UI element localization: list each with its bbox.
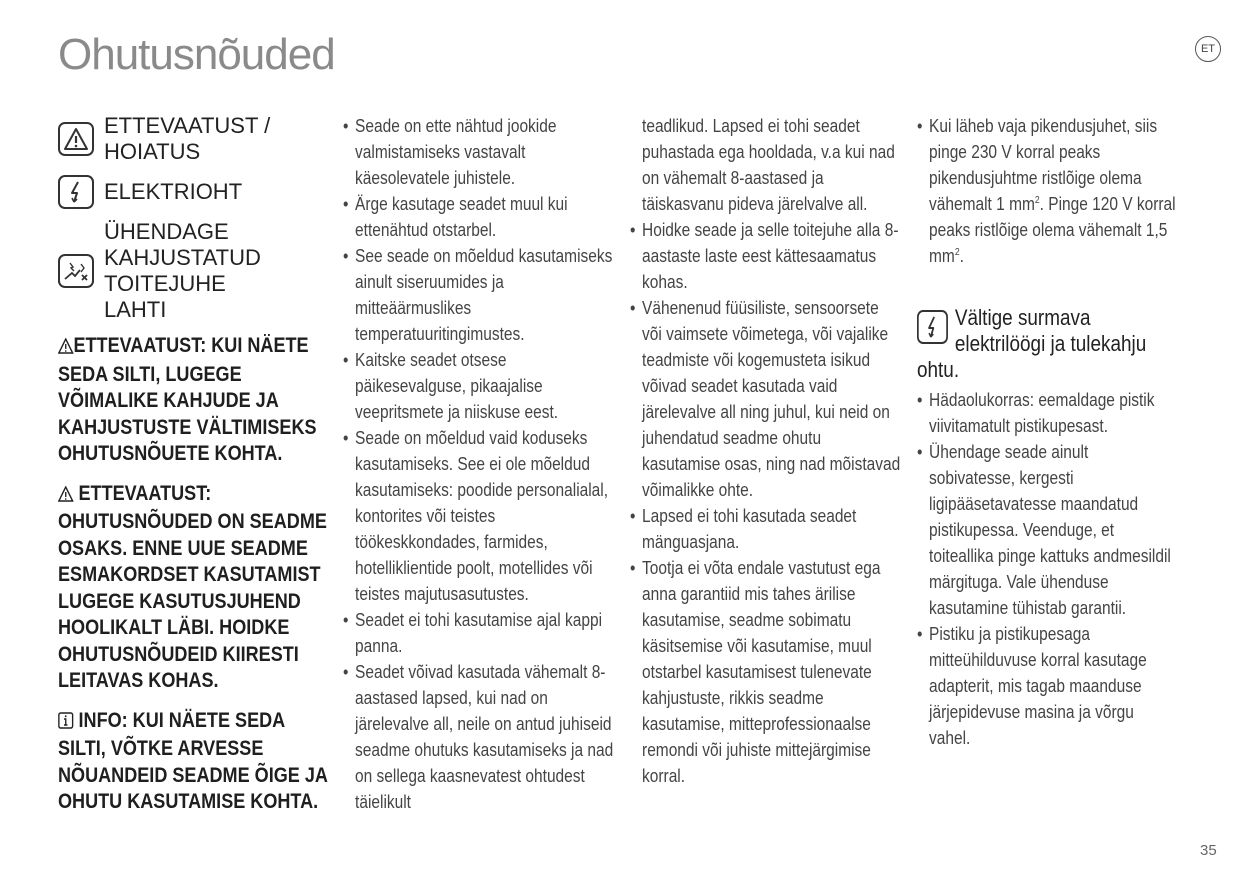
- symbol-row-electric: [58, 175, 330, 209]
- column-children-safety: [630, 113, 902, 789]
- language-badge: ET: [1195, 36, 1221, 62]
- symbol-label: ÜHENDAGE KAHJUSTATUD TOITEJUHE LAHTI: [104, 219, 261, 322]
- warning-triangle-icon: [58, 483, 73, 510]
- caution-note-1: ETTEVAATUST: KUI NÄETE SEDA SILTI, LUGEGE VÕIMALIKE KAHJUDE JA KAHJUSTUSTE VÄLTIMISEKS OHUTUSNÕUETE KOHTA.: [58, 334, 317, 465]
- list-item: • Ärge kasutage seadet muul kui ettenähtud otstarbel.: [343, 191, 614, 243]
- damaged-cord-icon: [58, 254, 94, 288]
- electric-bolt-icon: [58, 175, 94, 209]
- electric-bolt-icon: [917, 310, 948, 344]
- list-item: • See seade on mõeldud kasutamiseks ainult siseruumides ja mitteäärmuslikes temperatuuritingimustes.: [343, 243, 614, 347]
- info-note: INFO: KUI NÄETE SEDA SILTI, VÕTKE ARVESSE NÕUANDEID SEADME ÕIGE JA OHUTU KASUTAMISE KOHTA.: [58, 708, 328, 813]
- list-item: • Hoidke seade ja selle toitejuhe alla 8-aastaste laste eest kättesaamatus kohas.: [630, 217, 901, 295]
- section-heading-electric: [917, 305, 1178, 357]
- list-item: • Hädaolukorras: eemaldage pistik viivitamatult pistikupesast.: [917, 387, 1178, 439]
- column-symbols: [58, 113, 330, 829]
- column-electrical-safety: [917, 113, 1179, 751]
- symbol-row-warning: [58, 113, 330, 165]
- caution-note-2: ETTEVAATUST: OHUTUSNÕUDED ON SEADME OSAKS. ENNE UUE SEADME ESMAKORDSET KASUTAMIST LUGEGE KASUTUSJUHEND HOOLIKALT LÄBI. HOIDKE OHUTUSNÕUDEID KIIRESTI LEITAVAS KOHAS.: [58, 481, 327, 692]
- warning-triangle-icon: [58, 122, 94, 156]
- column-general-safety: [343, 113, 615, 815]
- list-item: • Ühendage seade ainult sobivatesse, kergesti ligipääsetavatesse maandatud pistikupessa. Veenduge, et toiteallika pinge kattuks andmesildil märgituga. Vale ühenduse kasutamine tühistab garantii.: [917, 439, 1178, 621]
- list-item: • Seadet ei tohi kasutamise ajal kappi panna.: [343, 607, 614, 659]
- section-heading-tail: ohtu.: [917, 357, 960, 382]
- list-item: • Seadet võivad kasutada vähemalt 8-aastased lapsed, kui nad on järelevalve all, neile on antud juhiseid seadme ohutuks kasutamiseks ja nad on sellega kaasnevatest ohtudest täielikult: [343, 659, 614, 815]
- info-icon: [58, 710, 73, 737]
- list-item: • Kaitske seadet otsese päikesevalguse, pikaajalise veepritsmete ja niiskuse eest.: [343, 347, 614, 425]
- list-item: • Seade on ette nähtud jookide valmistamiseks vastavalt käesolevatele juhistele.: [343, 113, 614, 191]
- list-item: • Lapsed ei tohi kasutada seadet mänguasjana.: [630, 503, 901, 555]
- symbol-label: ELEKTRIOHT: [104, 179, 243, 204]
- symbol-row-cord: [58, 219, 330, 323]
- list-item-extension-cord: • Kui läheb vaja pikendusjuhet, siis pinge 230 V korral peaks pikendusjuhtme ristlõige olema vähemalt 1 $mm^2$. Pinge 120 V korral peaks ristlõige olema vähemalt 1,5 $mm^2$.: [917, 113, 1178, 269]
- symbol-label: ETTEVAATUST / HOIATUS: [104, 113, 271, 164]
- page-title: Ohutusnõuded: [58, 30, 335, 79]
- list-item: • Tootja ei võta endale vastutust ega anna garantiid mis tahes ärilise kasutamise, seadme sobimatu käsitsemise või kasutamise, muul otstarbel kasutamisest tulenevate kahjustuste, rikkis seadme kasutamise, mitteprofessionaalse remondi või juhiste mittejärgimise korral.: [630, 555, 901, 789]
- warning-triangle-icon: [58, 335, 73, 362]
- list-item: • Pistiku ja pistikupesaga mitteühilduvuse korral kasutage adapterit, mis tagab maanduse järjepidevuse masina ja võrgu vahel.: [917, 621, 1178, 751]
- section-heading-text: Vältige surmava elektrilöögi ja tulekahju: [954, 305, 1147, 356]
- continued-text: teadlikud. Lapsed ei tohi seadet puhastada ega hooldada, v.a kui nad on vähemalt 8-aastased ja täiskasvanu pideva järelvalve all.: [642, 116, 895, 214]
- list-item: • Seade on mõeldud vaid koduseks kasutamiseks. See ei ole mõeldud kasutamiseks: poodide personalialal, kontorites või teistes töökeskkondades, farmides, hotelliklientide poolt, motellides või teistes majutusasutustes.: [343, 425, 614, 607]
- list-item: • Vähenenud füüsiliste, sensoorsete või vaimsete võimetega, või vajalike teadmiste või kogemusteta isikud võivad seadet kasutada vaid järelevalve all ning juhul, kui neid on juhendatud seadme ohutu kasutamise osas, ning nad mõistavad võimalikke ohte.: [630, 295, 901, 503]
- page-number: 35: [1200, 842, 1217, 859]
